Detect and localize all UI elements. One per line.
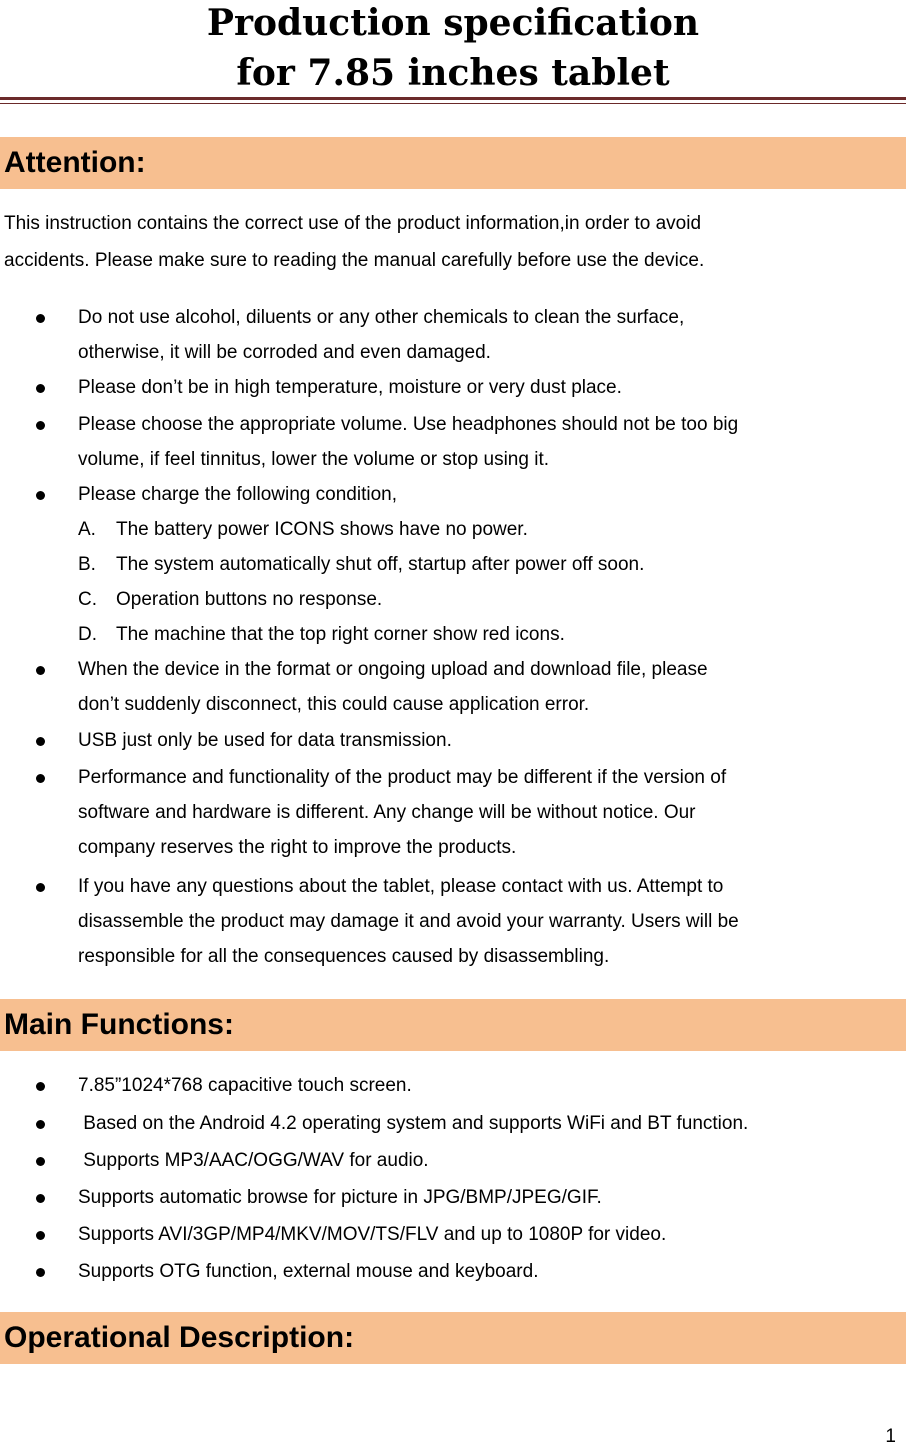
attention-heading: Attention: <box>0 137 906 189</box>
main-function-item: Based on the Android 4.2 operating system and supports WiFi and BT function. <box>78 1113 749 1134</box>
charge-condition-letter: B. <box>78 554 96 575</box>
bullet-dot <box>36 1082 45 1091</box>
bullet-dot <box>36 1231 45 1240</box>
attention-bullet-4-line-1: Please charge the following condition, <box>78 484 397 505</box>
attention-bullet-5-line-2: don’t suddenly disconnect, this could cause application error. <box>78 694 590 715</box>
attention-bullet-7-line-1: Performance and functionality of the product may be different if the version of <box>78 767 727 788</box>
charge-condition-text: The system automatically shut off, startup after power off soon. <box>116 554 645 575</box>
title-divider-thick <box>0 97 906 100</box>
main-function-item: Supports MP3/AAC/OGG/WAV for audio. <box>78 1150 429 1171</box>
attention-bullet-3-line-2: volume, if feel tinnitus, lower the volume or stop using it. <box>78 449 550 470</box>
attention-bullet-7-line-3: company reserves the right to improve the products. <box>78 837 517 858</box>
attention-bullet-8-line-2: disassemble the product may damage it and avoid your warranty. Users will be <box>78 911 739 932</box>
bullet-dot <box>36 1194 45 1203</box>
attention-bullet-5-line-1: When the device in the format or ongoing upload and download file, please <box>78 659 708 680</box>
bullet-dot <box>36 491 45 500</box>
operational-description-heading: Operational Description: <box>0 1312 906 1364</box>
main-function-item: 7.85”1024*768 capacitive touch screen. <box>78 1075 412 1096</box>
bullet-dot <box>36 737 45 746</box>
document-title-line-2: for 7.85 inches tablet <box>236 52 670 94</box>
bullet-dot <box>36 883 45 892</box>
bullet-dot <box>36 666 45 675</box>
main-function-item: Supports OTG function, external mouse and keyboard. <box>78 1261 539 1282</box>
attention-intro-line-2: accidents. Please make sure to reading the manual carefully before use the device. <box>4 250 705 271</box>
title-divider-thin <box>0 103 906 104</box>
bullet-dot <box>36 1157 45 1166</box>
main-functions-heading: Main Functions: <box>0 999 906 1051</box>
charge-condition-text: The machine that the top right corner show red icons. <box>116 624 565 645</box>
charge-condition-text: Operation buttons no response. <box>116 589 383 610</box>
attention-bullet-6-line-1: USB just only be used for data transmission. <box>78 730 452 751</box>
bullet-dot <box>36 1120 45 1129</box>
charge-condition-letter: A. <box>78 519 96 540</box>
attention-bullet-8-line-3: responsible for all the consequences caused by disassembling. <box>78 946 610 967</box>
page-number: 1 <box>885 1426 896 1447</box>
bullet-dot <box>36 1268 45 1277</box>
attention-bullet-2-line-1: Please don’t be in high temperature, moisture or very dust place. <box>78 377 622 398</box>
attention-bullet-1-line-2: otherwise, it will be corroded and even damaged. <box>78 342 491 363</box>
main-function-item: Supports AVI/3GP/MP4/MKV/MOV/TS/FLV and up to 1080P for video. <box>78 1224 667 1245</box>
charge-condition-text: The battery power ICONS shows have no power. <box>116 519 528 540</box>
attention-bullet-8-line-1: If you have any questions about the tablet, please contact with us. Attempt to <box>78 876 724 897</box>
bullet-dot <box>36 384 45 393</box>
bullet-dot <box>36 774 45 783</box>
main-function-item: Supports automatic browse for picture in JPG/BMP/JPEG/GIF. <box>78 1187 602 1208</box>
attention-bullet-3-line-1: Please choose the appropriate volume. Use headphones should not be too big <box>78 414 739 435</box>
document-title-line-1: Production specification <box>206 2 700 44</box>
attention-intro-line-1: This instruction contains the correct use of the product information,in order to avoid <box>4 213 702 234</box>
attention-bullet-1-line-1: Do not use alcohol, diluents or any other chemicals to clean the surface, <box>78 307 685 328</box>
bullet-dot <box>36 421 45 430</box>
attention-bullet-7-line-2: software and hardware is different. Any change will be without notice. Our <box>78 802 696 823</box>
bullet-dot <box>36 314 45 323</box>
charge-condition-letter: D. <box>78 624 97 645</box>
charge-condition-letter: C. <box>78 589 97 610</box>
